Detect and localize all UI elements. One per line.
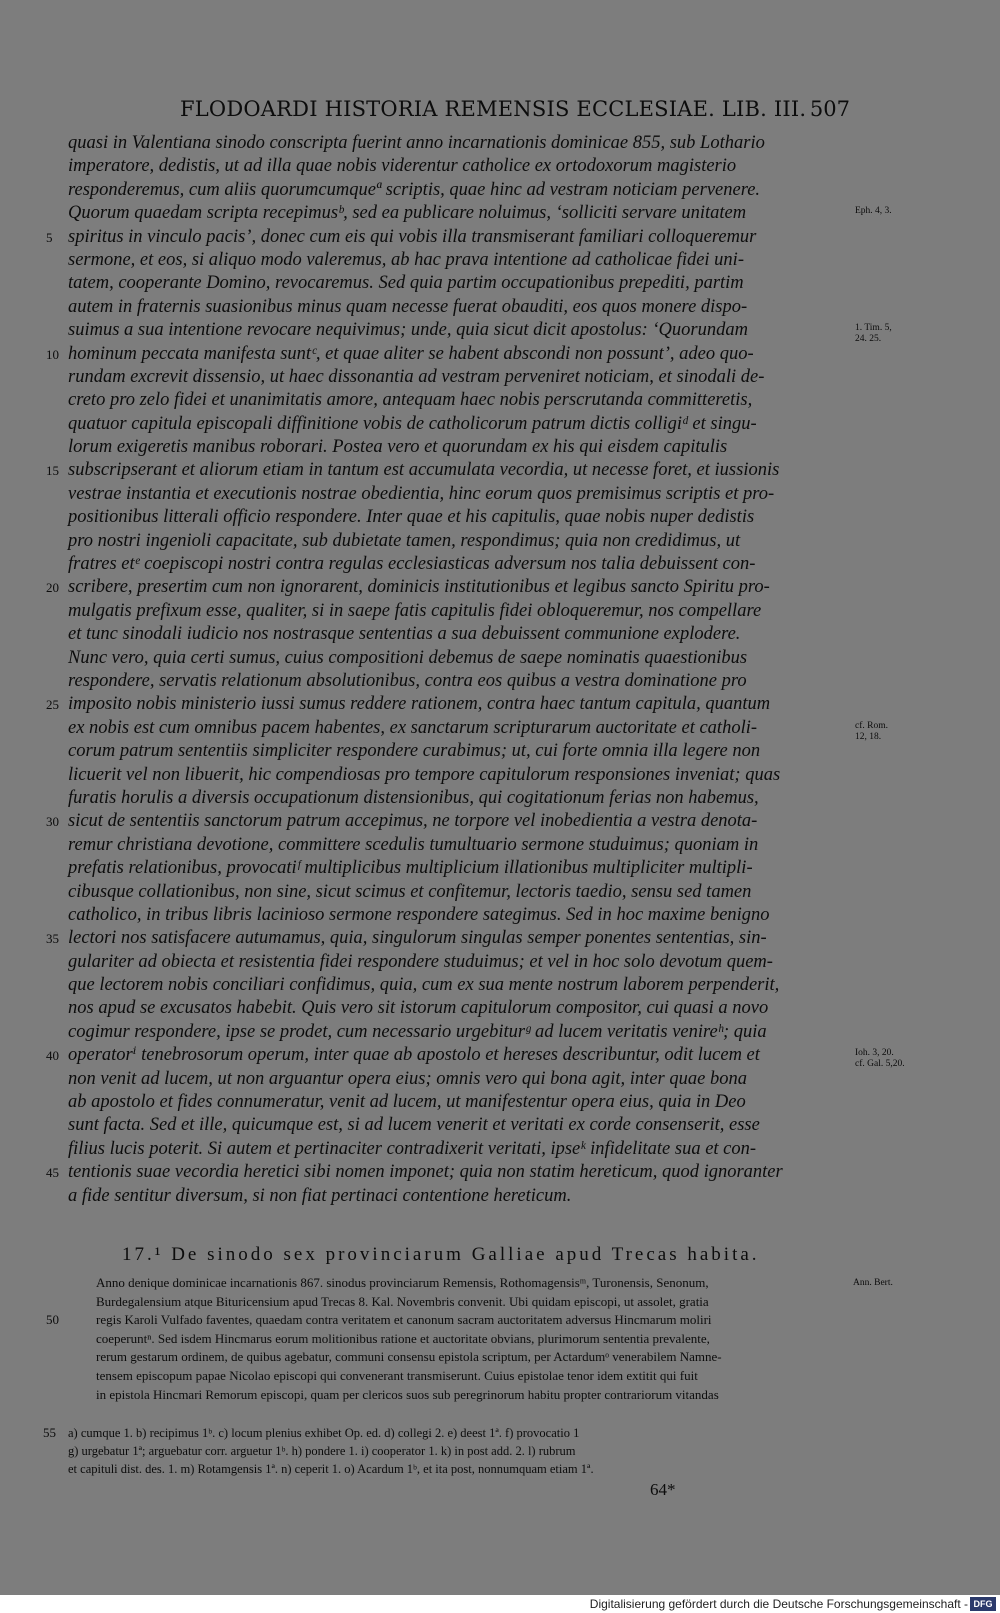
small-text-line (96, 1293, 848, 1312)
main-text (46, 132, 905, 1208)
text-line (46, 576, 848, 599)
text-line (46, 226, 848, 249)
line-number: 55 (43, 1425, 56, 1440)
line-text: corum patrum sententiis simpliciter respondere curabimus; ut, cui forte omnia illa legere non (68, 741, 761, 762)
line-text: filius lucis poterit. Si autem et pertinaciter contradixerit veritati, ipseᵏ infidelitate sua et con- (68, 1138, 757, 1159)
text-line (68, 272, 848, 295)
running-header (180, 97, 850, 121)
line-text: sunt facta. Sed et ille, quicumque est, si ad lucem venerit et veritati ex corde consenserit, esse (68, 1115, 760, 1136)
small-text-line (96, 1330, 848, 1349)
text-line (68, 1138, 848, 1161)
footnote-line (68, 1460, 848, 1478)
line-text: Burdegalensium atque Bituricensium apud Trecas 8. Kal. Novembris convenit. Ubi quidam episcopi, ut assolet, gratia (96, 1293, 709, 1309)
text-line (68, 857, 848, 880)
small-text-line (96, 1348, 848, 1367)
page-number: 507 (809, 97, 850, 121)
line-text: Quorum quaedam scripta recepimusᵇ, sed ea publicare noluimus, ‘solliciti servare unitatem (68, 203, 747, 224)
margin-reference: Ioh. 3, 20. cf. Gal. 5,20. (855, 1048, 905, 1070)
line-text: tentionis suae vecordia heretici sibi nomen imponet; quia non statim hereticum, quod ignoranter (68, 1162, 783, 1183)
footnotes (43, 1424, 848, 1478)
line-text: imperatore, dedistis, ut ad illa quae nobis viderentur catholice ex ortodoxorum magisterio (68, 156, 737, 177)
line-text: ab apostolo et fides connumeratur, venit ad lucem, ut manifestentur opera eius, quia in Deo (68, 1092, 746, 1113)
line-text: hominum peccata manifesta suntᶜ, et quae aliter se habent abscondi non possunt’, adeo quo- (68, 343, 754, 364)
line-text: vestrae instantia et executionis nostrae obedientia, hinc eorum quos premisimus scriptis et pro- (68, 483, 775, 504)
text-line (46, 810, 848, 833)
text-line (68, 740, 848, 763)
margin-reference: 1. Tim. 5, 24. 25. (855, 323, 892, 345)
line-number: 50 (46, 1312, 59, 1328)
text-line (68, 202, 892, 225)
text-line (68, 1021, 848, 1044)
text-line (68, 881, 848, 904)
text-line (46, 459, 848, 482)
text-line (68, 413, 848, 436)
line-text: lectori nos satisfacere autumamus, quia, singulorum singulas semper ponentes sententias, sin- (68, 928, 767, 949)
line-text: remur christiana devotione, committere scedulis tumultuario sermone studuimus; quoniam in (68, 834, 759, 855)
line-text: quatuor capitula episcopali diffinitione vobis de catholicorum patrum dictis colligiᵈ et singu- (68, 413, 757, 434)
line-text: Anno denique dominicae incarnationis 867. sinodus provinciarum Remensis, Rothomagensisᵐ, Turonensis, Senonum, (96, 1275, 709, 1290)
line-number: 5 (46, 229, 53, 245)
line-text: mulgatis prefixum esse, qualiter, si in saepe fatis capitulis fidei obloqueremur, nos compellare (68, 600, 762, 621)
text-line (46, 927, 848, 950)
line-text: sermone, et eos, si aliquo modo valeremus, ab hac prava intentione ad catholicae fidei uni- (68, 249, 744, 270)
small-text-line (96, 1367, 848, 1386)
text-line (68, 764, 848, 787)
margin-reference: Eph. 4, 3. (855, 206, 892, 217)
dfg-logo-icon[interactable]: DFG (970, 1597, 996, 1611)
line-text: positionibus litterali officio respondere. Inter quae et his capitulis, quae nobis nuper dedistis (68, 507, 755, 528)
line-text: operatorⁱ tenebrosorum operum, inter quae ab apostolo et hereses describuntur, odit lucem et (68, 1045, 760, 1066)
text-line (68, 951, 848, 974)
text-line (68, 997, 848, 1020)
footnote-line (43, 1424, 848, 1442)
text-line (68, 647, 848, 670)
text-line (68, 296, 848, 319)
line-text: lorum exigeretis manibus roborari. Postea vero et quorundam ex his qui eisdem capitulis (68, 437, 728, 458)
line-number: 40 (46, 1048, 59, 1064)
text-line (68, 530, 848, 553)
line-text: rundam excrevit dissensio, ut haec dissonantia ad vestram perveniret noticiam, et sinodali de- (68, 366, 765, 387)
footnote-text: et capituli dist. des. 1. m) Rotamgensis 1ª. n) ceperit 1. o) Acardum 1ᵇ, et ita post, nonnumquam etiam 1ª. (68, 1462, 594, 1476)
line-text: pro nostri ingenioli capacitate, sub dubietate tamen, respondimus; quia non credidimus, ut (68, 530, 741, 551)
text-line (68, 179, 848, 202)
margin-reference: Ann. Bert. (853, 1278, 893, 1288)
line-text: que lectorem nobis conciliari confidimus, quia, cum ex sua mente nostrum laborem perpenderit, (68, 975, 780, 996)
text-line (68, 600, 848, 623)
text-line (46, 693, 848, 716)
line-text: cibusque collationibus, non sine, sicut scimus et confitemur, lectoris taedio, sensu sed tamen (68, 881, 752, 902)
text-line (68, 1091, 848, 1114)
line-number: 15 (46, 463, 59, 479)
line-text: imposito nobis ministerio iussi sumus reddere rationem, contra haec tantum capitula, quantum (68, 694, 771, 715)
line-text: ex nobis est cum omnibus pacem habentes, ex sanctarum scripturarum auctoritate et catholi- (68, 717, 758, 738)
line-number: 35 (46, 931, 59, 947)
line-text: regis Karoli Vulfado faventes, quaedam contra veritatem et canonum sacram auctoritatem adversus Hincmarum moliri (96, 1312, 712, 1328)
line-text: furatis horulis a diversis occupationum distensionibus, qui cogitationum ferias non habemus, (68, 787, 759, 808)
text-line (68, 436, 848, 459)
text-line (68, 1068, 848, 1091)
text-line (46, 1044, 905, 1070)
footnote-text: a) cumque 1. b) recipimus 1ᵇ. c) locum plenius exhibet Op. ed. d) collegi 2. e) deest 1ª. f) provocatio 1 (68, 1426, 580, 1440)
line-text: gulariter ad obiecta et resistentia fidei respondere studuimus; et vel in hoc solo devotum quem- (68, 951, 773, 972)
line-text: catholico, in tribus libris lacinioso sermone respondere sategimus. Sed in hoc maxime benigno (68, 904, 770, 925)
line-text: fratres etᵉ coepiscopi nostri contra regulas ecclesiasticas adversum nos talia debuissent con- (68, 554, 756, 575)
text-line (68, 249, 848, 272)
text-line (68, 904, 848, 927)
text-line (68, 506, 848, 529)
line-number: 45 (46, 1165, 59, 1181)
line-text: creto pro zelo fidei et unanimitatis amore, antequam haec nobis perscrutanda committeretis, (68, 390, 753, 411)
line-text: spiritus in vinculo pacis’, donec cum eis qui vobis illa transmiserant familiari colloqueremur (68, 226, 757, 247)
line-text: responderemus, cum aliis quorumcumqueª scriptis, quae hinc ad vestram noticiam pervenere. (68, 179, 761, 200)
line-text: coeperuntⁿ. Sed isdem Hincmarus eorum molitionibus ratione et auctoritate obvians, plurimorum sententia prevalente, (96, 1330, 710, 1346)
line-number: 30 (46, 814, 59, 830)
small-text-line (46, 1311, 848, 1330)
line-text: nos apud se excusatos habebit. Quis vero sit istorum capitulorum compositor, cui quasi a novo (68, 998, 769, 1019)
running-title: FLODOARDI HISTORIA REMENSIS ECCLESIAE. LIB. III. (180, 97, 807, 121)
line-text: autem in fraternis suasionibus minus quam necesse fuerat obauditi, eos quos monere dispo- (68, 296, 748, 317)
text-line (68, 155, 848, 178)
text-line (68, 483, 848, 506)
text-line (68, 1114, 848, 1137)
margin-reference: cf. Rom. 12, 18. (855, 720, 888, 742)
signature-mark: 64* (650, 1480, 676, 1499)
line-number: 25 (46, 697, 59, 713)
section-heading: 17.¹ De sinodo sex provinciarum Galliae apud Trecas habita. (122, 1244, 760, 1265)
text-line (68, 974, 848, 997)
footer-credit: Digitalisierung gefördert durch die Deutsche Forschungsgemeinschaft - (589, 1597, 968, 1611)
line-text: rerum gestarum ordinem, de quibus agebatur, communi consensu epistola scriptum, per Actardumᵒ venerabilem Namne- (96, 1349, 722, 1365)
small-print-text (46, 1274, 893, 1404)
line-text: in epistola Hincmari Remorum episcopi, quam per clericos suos sub peregrinorum habitu propter contrariorum vitandas (96, 1386, 719, 1402)
small-text-line (96, 1274, 893, 1293)
text-line (68, 623, 848, 646)
text-line (46, 1161, 848, 1184)
text-line (68, 132, 848, 155)
line-text: quasi in Valentiana sinodo conscripta fuerint anno incarnationis dominicae 855, sub Lothario (68, 133, 765, 153)
text-line (68, 319, 892, 345)
text-line (46, 343, 848, 366)
line-text: et tunc sinodali iudicio nos nostrasque sententias a sua debuissent communione explodere. (68, 624, 741, 645)
line-text: a fide sentitur diversum, si non fiat pertinaci contentione hereticum. (68, 1185, 572, 1206)
text-line (68, 834, 848, 857)
line-text: cogimur respondere, ipse se prodet, cum necessario urgebiturᵍ ad lucem veritatis venireʰ; quia (68, 1021, 767, 1042)
small-text-line (96, 1386, 848, 1405)
text-line (68, 366, 848, 389)
text-line (68, 389, 848, 412)
footnote-line (68, 1442, 848, 1460)
footer-bar (0, 1595, 1000, 1613)
line-text: Nunc vero, quia certi sumus, cuius compositioni debemus de saepe nominatis quaestionibus (68, 647, 748, 668)
text-line (68, 717, 888, 742)
footnote-text: g) urgebatur 1ª; arguebatur corr. arguetur 1ᵇ. h) pondere 1. i) cooperator 1. k) in post add. 2. l) rubrum (68, 1444, 576, 1458)
text-line (68, 787, 848, 810)
line-text: suimus a sua intentione revocare nequivimus; unde, quia sicut dicit apostolus: ‘Quorundam (68, 320, 748, 341)
line-text: respondere, servatis relationum absolutionibus, contra eos quibus a vestra dominatione pro (68, 670, 747, 691)
line-text: sicut de sententiis sanctorum patrum accepimus, ne torpore vel inobedientia a vestra denota- (68, 811, 758, 832)
line-text: tensem episcopum papae Nicolao episcopi qui convenerant transmiserunt. Cuius epistolae tenor idem extitit qui fuit (96, 1367, 698, 1383)
line-text: subscripserant et aliorum etiam in tantum est accumulata vecordia, ut necesse foret, et iussionis (68, 460, 780, 481)
line-text: scribere, presertim cum non ignorarent, dominicis institutionibus et legibus sancto Spiritu pro- (68, 577, 770, 598)
line-text: prefatis relationibus, provocatiᶠ multiplicibus multiplicium illationibus multipliciter multipli- (68, 858, 753, 879)
line-number: 10 (46, 346, 59, 362)
text-line (68, 553, 848, 576)
line-text: non venit ad lucem, ut non arguantur opera eius; omnis vero qui bona agit, inter quae bona (68, 1068, 747, 1089)
line-number: 20 (46, 580, 59, 596)
line-text: licuerit vel non libuerit, hic compendiosas pro tempore capitulorum responsiones inveniat; quas (68, 764, 781, 785)
text-line (68, 1185, 848, 1208)
text-line (68, 670, 848, 693)
line-text: tatem, cooperante Domino, revocaremus. Sed quia partim occupationibus prepediti, partim (68, 273, 744, 294)
